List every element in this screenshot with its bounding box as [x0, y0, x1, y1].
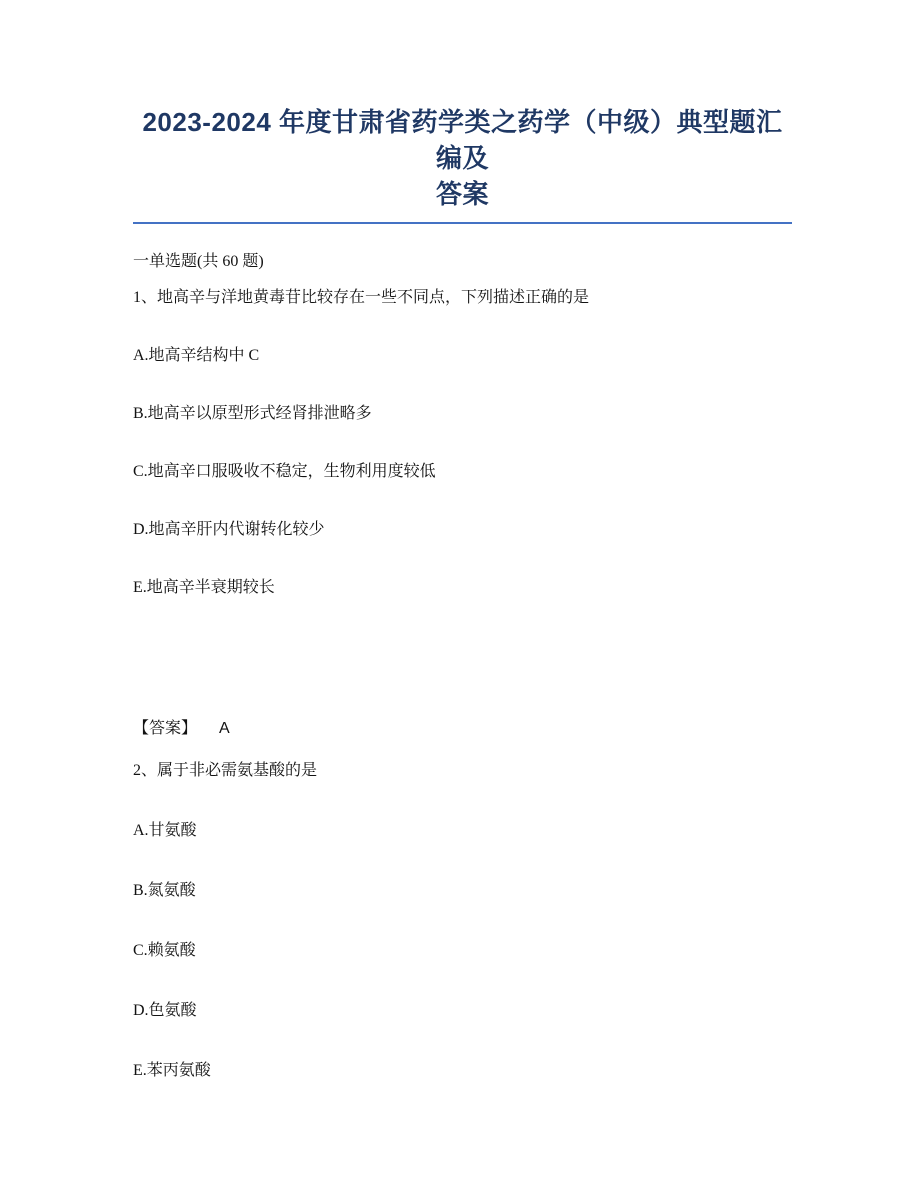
- question-2-option-b: B.氮氨酸: [133, 882, 196, 899]
- question-2-option-d: D.色氨酸: [133, 1002, 197, 1019]
- question-2-option-e: E.苯丙氨酸: [133, 1062, 211, 1079]
- question-1-answer-line: [133, 718, 792, 740]
- answer-label: 【答案】: [133, 720, 198, 737]
- section-heading: 一单选题(共 60 题): [133, 253, 264, 270]
- question-1-option-b: B.地高辛以原型形式经肾排泄略多: [133, 405, 372, 422]
- document-title-line-1: 2023-2024 年度甘肃省药学类之药学（中级）典型题汇编及: [142, 107, 783, 173]
- question-2-block: [133, 760, 792, 1082]
- question-2-option-a: A.甘氨酸: [133, 822, 197, 839]
- question-2-stem: 2、属于非必需氨基酸的是: [133, 762, 318, 779]
- question-1-option-c: C.地高辛口服吸收不稳定，生物利用度较低: [133, 463, 436, 480]
- question-1-option-e: E.地高辛半衰期较长: [133, 579, 275, 596]
- question-2-option-c: C.赖氨酸: [133, 942, 196, 959]
- question-1-stem: 1、地高辛与洋地黄毒苷比较存在一些不同点，下列描述正确的是: [133, 289, 590, 306]
- document-title: [133, 104, 792, 212]
- question-1-block: [133, 287, 792, 740]
- document-title-line-2: 答案: [435, 179, 489, 209]
- answer-value: A: [219, 720, 230, 737]
- title-divider-rule: [133, 222, 792, 224]
- question-1-option-d: D.地高辛肝内代谢转化较少: [133, 521, 325, 538]
- question-1-option-a: A.地高辛结构中 C: [133, 347, 260, 364]
